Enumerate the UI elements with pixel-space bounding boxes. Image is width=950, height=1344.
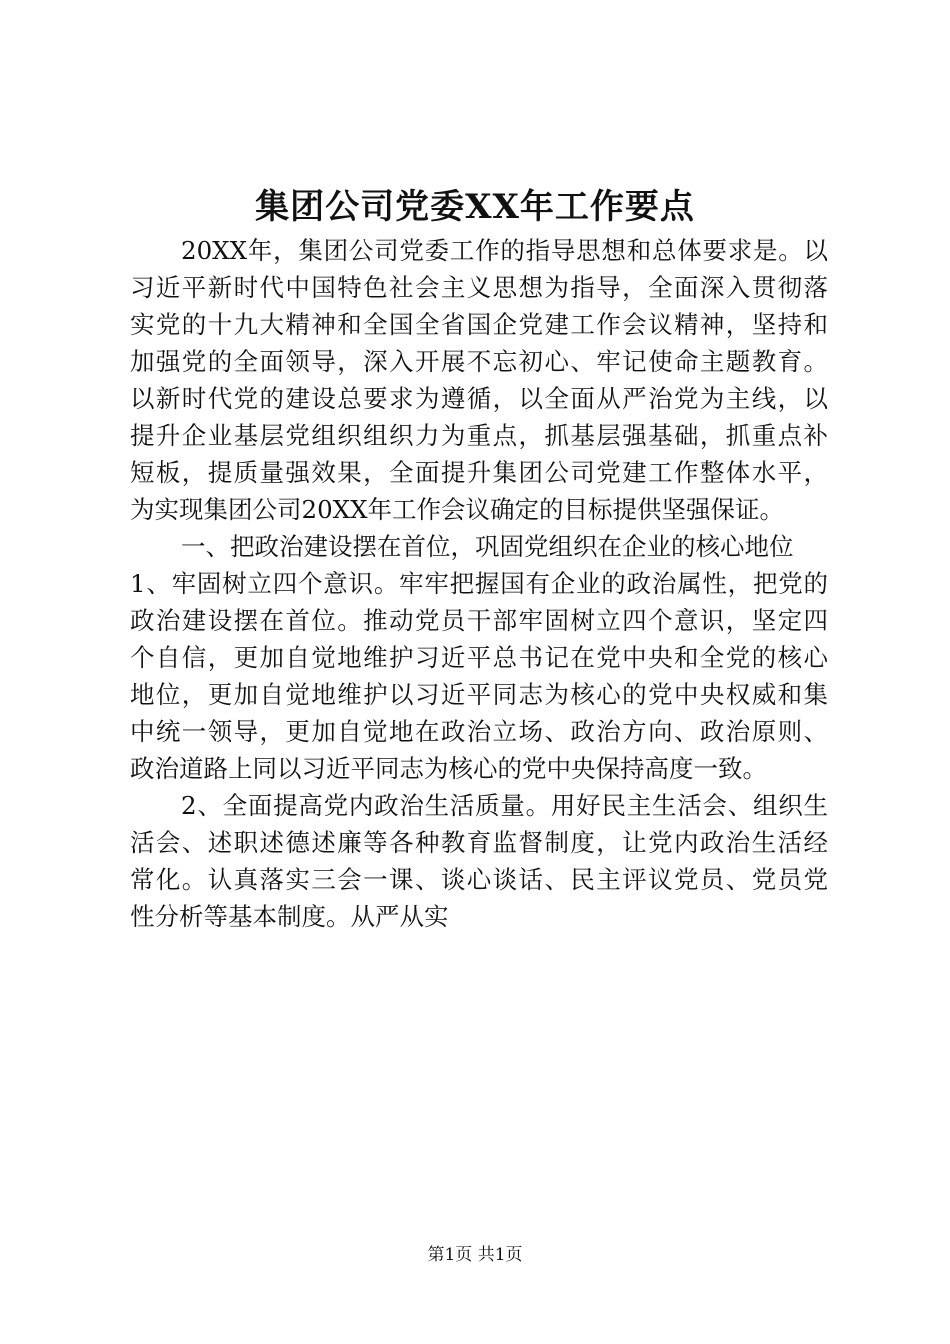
body-line: 以新时代党的建设总要求为遵循，以全面从严治党为主线，以	[130, 384, 828, 413]
body-line: 政治建设摆在首位。推动党员干部牢固树立四个意识，坚定四	[130, 606, 828, 635]
body-line: 地位，更加自觉地维护以习近平同志为核心的党中央权威和集	[130, 680, 828, 709]
page-number-footer: 第1页 共1页	[427, 1245, 523, 1265]
body-line: 为实现集团公司20XX年工作会议确定的目标提供坚强保证。	[130, 495, 785, 524]
body-line: 1、牢固树立四个意识。牢牢把握国有企业的政治属性，把党的	[130, 569, 828, 598]
body-line: 常化。认真落实三会一课、谈心谈话、民主评议党员、党员党	[130, 865, 828, 894]
body-line: 中统一领导，更加自觉地在政治立场、政治方向、政治原则、	[130, 717, 828, 746]
document-title: 集团公司党委XX年工作要点	[255, 187, 695, 227]
document-body	[130, 232, 828, 935]
body-line: 加强党的全面领导，深入开展不忘初心、牢记使命主题教育。	[130, 347, 828, 376]
body-line: 2、全面提高党内政治生活质量。用好民主生活会、组织生	[181, 791, 828, 820]
section-heading: 一、把政治建设摆在首位，巩固党组织在企业的核心地位	[181, 532, 794, 561]
body-line: 个自信，更加自觉地维护习近平总书记在党中央和全党的核心	[130, 643, 828, 672]
body-line: 短板，提质量强效果，全面提升集团公司党建工作整体水平，	[130, 458, 828, 487]
body-line: 20XX年，集团公司党委工作的指导思想和总体要求是。以	[181, 236, 828, 265]
body-line: 活会、述职述德述廉等各种教育监督制度，让党内政治生活经	[130, 828, 828, 857]
body-line: 习近平新时代中国特色社会主义思想为指导，全面深入贯彻落	[130, 273, 828, 302]
body-line: 提升企业基层党组织组织力为重点，抓基层强基础，抓重点补	[130, 421, 828, 450]
body-line: 政治道路上同以习近平同志为核心的党中央保持高度一致。	[130, 754, 767, 783]
body-line: 实党的十九大精神和全国全省国企党建工作会议精神，坚持和	[130, 310, 828, 339]
body-line: 性分析等基本制度。从严从实	[130, 902, 449, 931]
